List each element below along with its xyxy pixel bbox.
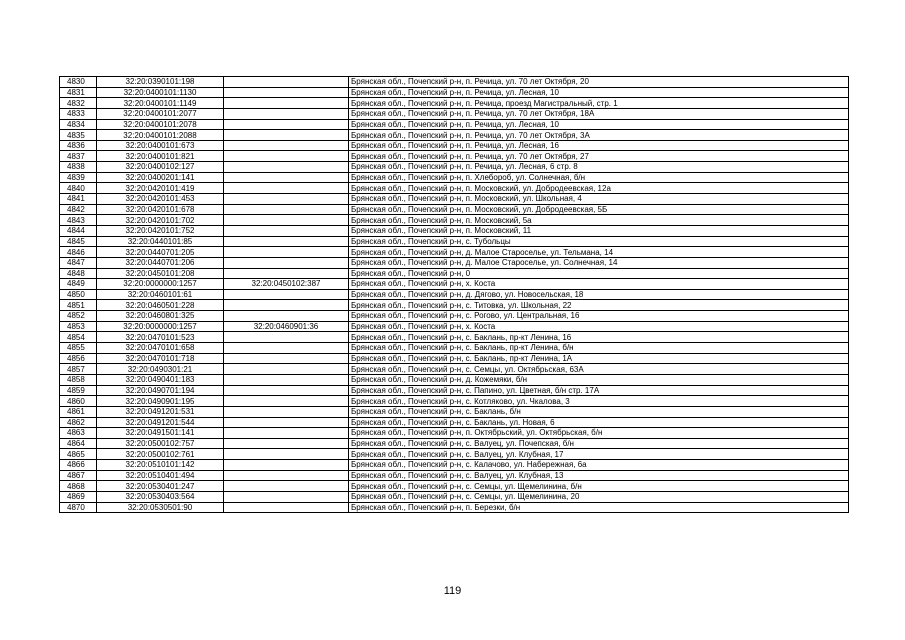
cadastral-number-cell: 32:20:0440701:205 [97,247,224,258]
previous-cadastral-number-cell [224,225,349,236]
cadastral-number-cell: 32:20:0000000:1257 [97,321,224,332]
table-row [60,236,849,247]
cadastral-number-cell: 32:20:0470101:658 [97,343,224,354]
cadastral-number-cell: 32:20:0440701:206 [97,257,224,268]
address-cell: Брянская обл., Почепский р-н, х. Коста [349,321,849,332]
address-cell: Брянская обл., Почепский р-н, 0 [349,268,849,279]
table-row [60,343,849,354]
row-number-cell: 4849 [60,279,97,290]
row-number-cell: 4854 [60,332,97,343]
table-row [60,151,849,162]
table-row [60,172,849,183]
address-cell: Брянская обл., Почепский р-н, п. Хлебороб, ул. Солнечная, б/н [349,172,849,183]
cadastral-number-cell: 32:20:0510101:142 [97,460,224,471]
cadastral-number-cell: 32:20:0530403:564 [97,491,224,502]
address-cell: Брянская обл., Почепский р-н, п. Речица, ул. 70 лет Октября, 18А [349,108,849,119]
table-row [60,311,849,322]
table-row [60,364,849,375]
address-cell: Брянская обл., Почепский р-н, п. Речица, ул. Лесная, 6 стр. 8 [349,162,849,173]
address-cell: Брянская обл., Почепский р-н, с. Папино, ул. Цветная, б/н стр. 17А [349,385,849,396]
row-number-cell: 4832 [60,98,97,109]
address-cell: Брянская обл., Почепский р-н, с. Семцы, ул. Щемелинина, 20 [349,491,849,502]
table-row [60,491,849,502]
address-cell: Брянская обл., Почепский р-н, с. Валуец, ул. Клубная, 17 [349,449,849,460]
address-cell: Брянская обл., Почепский р-н, с. Тубольцы [349,236,849,247]
row-number-cell: 4859 [60,385,97,396]
address-cell: Брянская обл., Почепский р-н, с. Баклань, б/н [349,406,849,417]
previous-cadastral-number-cell [224,470,349,481]
table-row [60,215,849,226]
previous-cadastral-number-cell [224,502,349,513]
address-cell: Брянская обл., Почепский р-н, д. Малое Староселье, ул. Тельмана, 14 [349,247,849,258]
cadastral-number-cell: 32:20:0530401:247 [97,481,224,492]
address-cell: Брянская обл., Почепский р-н, с. Баклань, пр-кт Ленина, б/н [349,343,849,354]
table-row [60,460,849,471]
row-number-cell: 4850 [60,289,97,300]
row-number-cell: 4868 [60,481,97,492]
table-row [60,279,849,290]
previous-cadastral-number-cell [224,311,349,322]
cadastral-number-cell: 32:20:0400101:1149 [97,98,224,109]
row-number-cell: 4833 [60,108,97,119]
row-number-cell: 4841 [60,194,97,205]
cadastral-number-cell: 32:20:0420101:702 [97,215,224,226]
table-row [60,108,849,119]
row-number-cell: 4836 [60,140,97,151]
cadastral-number-cell: 32:20:0400201:141 [97,172,224,183]
address-cell: Брянская обл., Почепский р-н, д. Кожемяки, б/н [349,374,849,385]
cadastral-number-cell: 32:20:0460101:61 [97,289,224,300]
previous-cadastral-number-cell [224,87,349,98]
address-cell: Брянская обл., Почепский р-н, п. Московский, ул. Добродеевская, 5Б [349,204,849,215]
previous-cadastral-number-cell [224,119,349,130]
cadastral-number-cell: 32:20:0420101:752 [97,225,224,236]
previous-cadastral-number-cell [224,481,349,492]
row-number-cell: 4858 [60,374,97,385]
row-number-cell: 4867 [60,470,97,481]
row-number-cell: 4848 [60,268,97,279]
previous-cadastral-number-cell [224,289,349,300]
previous-cadastral-number-cell [224,374,349,385]
address-cell: Брянская обл., Почепский р-н, п. Московский, ул. Добродеевская, 12а [349,183,849,194]
row-number-cell: 4855 [60,343,97,354]
cadastral-number-cell: 32:20:0491201:544 [97,417,224,428]
row-number-cell: 4839 [60,172,97,183]
cadastral-number-cell: 32:20:0400101:2077 [97,108,224,119]
row-number-cell: 4864 [60,438,97,449]
row-number-cell: 4840 [60,183,97,194]
cadastral-number-cell: 32:20:0400101:2078 [97,119,224,130]
previous-cadastral-number-cell [224,449,349,460]
cadastral-number-cell: 32:20:0491501:141 [97,428,224,439]
previous-cadastral-number-cell [224,140,349,151]
table-row [60,449,849,460]
row-number-cell: 4846 [60,247,97,258]
previous-cadastral-number-cell [224,428,349,439]
address-cell: Брянская обл., Почепский р-н, п. Речица, проезд Магистральный, стр. 1 [349,98,849,109]
address-cell: Брянская обл., Почепский р-н, с. Баклань, пр-кт Ленина, 1А [349,353,849,364]
address-cell: Брянская обл., Почепский р-н, х. Коста [349,279,849,290]
row-number-cell: 4861 [60,406,97,417]
page-number: 119 [443,585,462,597]
row-number-cell: 4847 [60,257,97,268]
table-row [60,98,849,109]
cadastral-number-cell: 32:20:0420101:453 [97,194,224,205]
row-number-cell: 4845 [60,236,97,247]
cadastral-number-cell: 32:20:0500102:761 [97,449,224,460]
table-row [60,332,849,343]
table-row [60,438,849,449]
table-row [60,481,849,492]
table-row [60,257,849,268]
cadastral-number-cell: 32:20:0400101:1130 [97,87,224,98]
table-row [60,130,849,141]
cadastral-number-cell: 32:20:0400101:673 [97,140,224,151]
address-cell: Брянская обл., Почепский р-н, п. Московский, ул. Школьная, 4 [349,194,849,205]
address-cell: Брянская обл., Почепский р-н, п. Речица, ул. Лесная, 10 [349,119,849,130]
previous-cadastral-number-cell [224,172,349,183]
address-cell: Брянская обл., Почепский р-н, д. Малое Староселье, ул. Солнечная, 14 [349,257,849,268]
previous-cadastral-number-cell [224,247,349,258]
cadastral-number-cell: 32:20:0400102:127 [97,162,224,173]
previous-cadastral-number-cell [224,353,349,364]
address-cell: Брянская обл., Почепский р-н, п. Октябрьский, ул. Октябрьская, б/н [349,428,849,439]
table-body [60,77,849,513]
address-cell: Брянская обл., Почепский р-н, п. Речица, ул. Лесная, 16 [349,140,849,151]
table-row [60,247,849,258]
previous-cadastral-number-cell: 32:20:0450102:387 [224,279,349,290]
cadastral-number-cell: 32:20:0460801:325 [97,311,224,322]
previous-cadastral-number-cell [224,385,349,396]
cadastral-number-cell: 32:20:0491201:531 [97,406,224,417]
table-row [60,300,849,311]
cadastral-number-cell: 32:20:0440101:85 [97,236,224,247]
address-cell: Брянская обл., Почепский р-н, с. Рогово, ул. Центральная, 16 [349,311,849,322]
previous-cadastral-number-cell [224,343,349,354]
cadastral-number-cell: 32:20:0000000:1257 [97,279,224,290]
row-number-cell: 4844 [60,225,97,236]
cadastral-number-cell: 32:20:0530501:90 [97,502,224,513]
previous-cadastral-number-cell: 32:20:0460901:36 [224,321,349,332]
address-cell: Брянская обл., Почепский р-н, с. Валуец, ул. Почепская, б/н [349,438,849,449]
table-row [60,406,849,417]
address-cell: Брянская обл., Почепский р-н, с. Калачово, ул. Набережная, 6а [349,460,849,471]
address-cell: Брянская обл., Почепский р-н, п. Речица, ул. 70 лет Октября, 3А [349,130,849,141]
cadastral-number-cell: 32:20:0400101:821 [97,151,224,162]
row-number-cell: 4860 [60,396,97,407]
row-number-cell: 4837 [60,151,97,162]
table-row [60,194,849,205]
address-cell: Брянская обл., Почепский р-н, с. Баклань, пр-кт Ленина, 16 [349,332,849,343]
previous-cadastral-number-cell [224,130,349,141]
previous-cadastral-number-cell [224,108,349,119]
row-number-cell: 4870 [60,502,97,513]
table-row [60,87,849,98]
address-cell: Брянская обл., Почепский р-н, с. Баклань, ул. Новая, 6 [349,417,849,428]
table-row [60,204,849,215]
cadastral-number-cell: 32:20:0450101:208 [97,268,224,279]
previous-cadastral-number-cell [224,364,349,375]
table-row [60,374,849,385]
row-number-cell: 4843 [60,215,97,226]
previous-cadastral-number-cell [224,396,349,407]
row-number-cell: 4830 [60,77,97,88]
cadastral-number-cell: 32:20:0500102:757 [97,438,224,449]
table-row [60,470,849,481]
row-number-cell: 4835 [60,130,97,141]
previous-cadastral-number-cell [224,98,349,109]
row-number-cell: 4852 [60,311,97,322]
address-cell: Брянская обл., Почепский р-н, п. Московский, 5а [349,215,849,226]
row-number-cell: 4857 [60,364,97,375]
table-row [60,417,849,428]
cadastral-number-cell: 32:20:0490901:195 [97,396,224,407]
address-cell: Брянская обл., Почепский р-н, п. Речица, ул. Лесная, 10 [349,87,849,98]
previous-cadastral-number-cell [224,257,349,268]
row-number-cell: 4862 [60,417,97,428]
address-cell: Брянская обл., Почепский р-н, д. Дягово, ул. Новосельская, 18 [349,289,849,300]
table-row [60,289,849,300]
address-cell: Брянская обл., Почепский р-н, п. Речица, ул. 70 лет Октября, 27 [349,151,849,162]
cadastral-number-cell: 32:20:0460501:228 [97,300,224,311]
previous-cadastral-number-cell [224,215,349,226]
table-row [60,119,849,130]
property-register-table [59,76,849,513]
previous-cadastral-number-cell [224,332,349,343]
address-cell: Брянская обл., Почепский р-н, с. Котляково, ул. Чкалова, 3 [349,396,849,407]
cadastral-number-cell: 32:20:0470101:718 [97,353,224,364]
address-cell: Брянская обл., Почепский р-н, п. Московский, 11 [349,225,849,236]
address-cell: Брянская обл., Почепский р-н, с. Валуец, ул. Клубная, 13 [349,470,849,481]
cadastral-number-cell: 32:20:0490401:183 [97,374,224,385]
row-number-cell: 4866 [60,460,97,471]
address-cell: Брянская обл., Почепский р-н, п. Речица, ул. 70 лет Октября, 20 [349,77,849,88]
table-row [60,140,849,151]
cadastral-number-cell: 32:20:0420101:419 [97,183,224,194]
table-row [60,428,849,439]
previous-cadastral-number-cell [224,268,349,279]
address-cell: Брянская обл., Почепский р-н, с. Семцы, ул. Октябрьская, 63А [349,364,849,375]
table-row [60,183,849,194]
previous-cadastral-number-cell [224,236,349,247]
table-row [60,396,849,407]
previous-cadastral-number-cell [224,183,349,194]
previous-cadastral-number-cell [224,417,349,428]
row-number-cell: 4863 [60,428,97,439]
table-row [60,77,849,88]
table-row [60,162,849,173]
table-row [60,268,849,279]
table-row [60,353,849,364]
previous-cadastral-number-cell [224,491,349,502]
row-number-cell: 4869 [60,491,97,502]
cadastral-number-cell: 32:20:0470101:523 [97,332,224,343]
row-number-cell: 4853 [60,321,97,332]
row-number-cell: 4834 [60,119,97,130]
cadastral-number-cell: 32:20:0490701:194 [97,385,224,396]
row-number-cell: 4842 [60,204,97,215]
previous-cadastral-number-cell [224,162,349,173]
previous-cadastral-number-cell [224,406,349,417]
row-number-cell: 4838 [60,162,97,173]
table-row [60,385,849,396]
previous-cadastral-number-cell [224,194,349,205]
previous-cadastral-number-cell [224,77,349,88]
cadastral-number-cell: 32:20:0490301:21 [97,364,224,375]
cadastral-number-cell: 32:20:0390101:198 [97,77,224,88]
address-cell: Брянская обл., Почепский р-н, с. Титовка, ул. Школьная, 22 [349,300,849,311]
row-number-cell: 4851 [60,300,97,311]
previous-cadastral-number-cell [224,438,349,449]
table-row [60,321,849,332]
address-cell: Брянская обл., Почепский р-н, с. Семцы, ул. Щемелинина, б/н [349,481,849,492]
previous-cadastral-number-cell [224,300,349,311]
table-row [60,225,849,236]
address-cell: Брянская обл., Почепский р-н, п. Березки, б/н [349,502,849,513]
row-number-cell: 4831 [60,87,97,98]
cadastral-number-cell: 32:20:0420101:678 [97,204,224,215]
cadastral-number-cell: 32:20:0510401:494 [97,470,224,481]
previous-cadastral-number-cell [224,204,349,215]
row-number-cell: 4856 [60,353,97,364]
row-number-cell: 4865 [60,449,97,460]
previous-cadastral-number-cell [224,151,349,162]
table-row [60,502,849,513]
cadastral-number-cell: 32:20:0400101:2088 [97,130,224,141]
previous-cadastral-number-cell [224,460,349,471]
